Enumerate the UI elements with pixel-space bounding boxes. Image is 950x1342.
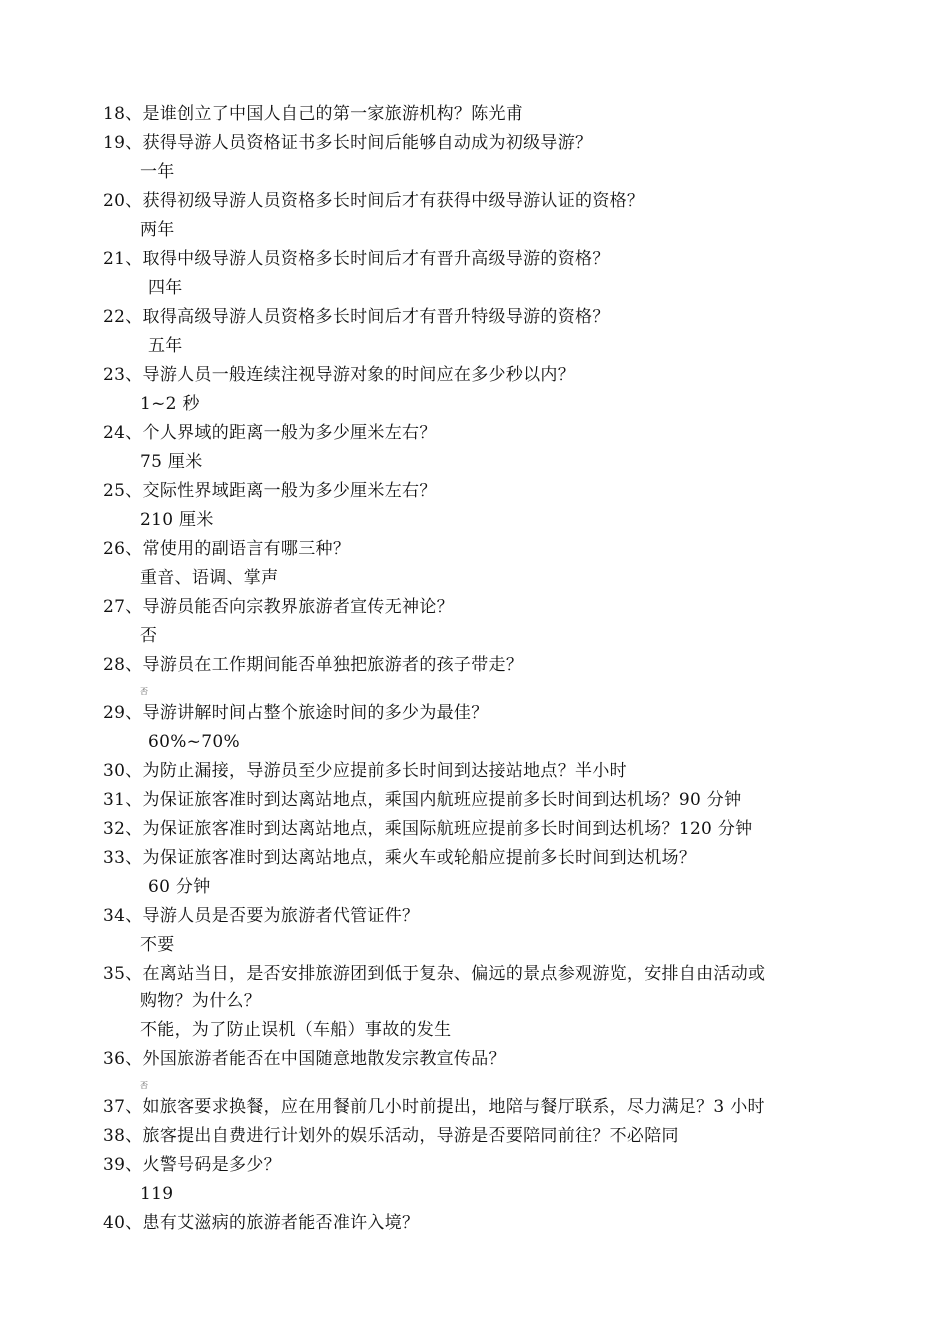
question-40: 40、患有艾滋病的旅游者能否准许入境？ — [103, 1213, 420, 1233]
question-30: 30、为防止漏接，导游员至少应提前多长时间到达接站地点？半小时 — [103, 761, 627, 781]
answer-22: 五年 — [148, 336, 183, 356]
answer-19: 一年 — [140, 162, 175, 182]
answer-24: 75 厘米 — [140, 452, 203, 472]
question-31: 31、为保证旅客准时到达离站地点，乘国内航班应提前多长时间到达机场？90 分钟 — [103, 790, 742, 810]
question-29: 29、导游讲解时间占整个旅途时间的多少为最佳？ — [103, 703, 489, 723]
answer-28: 否 — [140, 687, 148, 696]
answer-20: 两年 — [140, 220, 175, 240]
question-21: 21、取得中级导游人员资格多长时间后才有晋升高级导游的资格？ — [103, 249, 610, 269]
answer-36: 否 — [140, 1081, 148, 1090]
answer-23: 1~2 秒 — [140, 394, 200, 414]
question-24: 24、个人界域的距离一般为多少厘米左右？ — [103, 423, 437, 443]
question-19: 19、获得导游人员资格证书多长时间后能够自动成为初级导游？ — [103, 133, 593, 153]
answer-34: 不要 — [140, 935, 175, 955]
answer-33: 60 分钟 — [148, 877, 211, 897]
question-32: 32、为保证旅客准时到达离站地点，乘国际航班应提前多长时间到达机场？120 分钟 — [103, 819, 753, 839]
question-34: 34、导游人员是否要为旅游者代管证件？ — [103, 906, 420, 926]
answer-26: 重音、语调、掌声 — [140, 568, 279, 588]
question-23: 23、导游人员一般连续注视导游对象的时间应在多少秒以内？ — [103, 365, 576, 385]
question-22: 22、取得高级导游人员资格多长时间后才有晋升特级导游的资格？ — [103, 307, 610, 327]
question-39: 39、火警号码是多少？ — [103, 1155, 281, 1175]
question-33: 33、为保证旅客准时到达离站地点，乘火车或轮船应提前多长时间到达机场？ — [103, 848, 697, 868]
question-25: 25、交际性界域距离一般为多少厘米左右？ — [103, 481, 437, 501]
question-18: 18、是谁创立了中国人自己的第一家旅游机构？陈光甫 — [103, 104, 524, 124]
question-35-continued: 购物？为什么？ — [140, 991, 262, 1011]
question-20: 20、获得初级导游人员资格多长时间后才有获得中级导游认证的资格？ — [103, 191, 645, 211]
answer-29: 60%~70% — [148, 732, 240, 752]
answer-27: 否 — [140, 626, 158, 646]
question-26: 26、常使用的副语言有哪三种？ — [103, 539, 351, 559]
question-37: 37、如旅客要求换餐，应在用餐前几小时前提出，地陪与餐厅联系，尽力满足？3 小时 — [103, 1097, 765, 1117]
answer-39: 119 — [140, 1184, 174, 1204]
answer-21: 四年 — [148, 278, 183, 298]
question-38: 38、旅客提出自费进行计划外的娱乐活动，导游是否要陪同前往？不必陪同 — [103, 1126, 679, 1146]
question-27: 27、导游员能否向宗教界旅游者宣传无神论？ — [103, 597, 454, 617]
answer-35: 不能，为了防止误机（车船）事故的发生 — [140, 1020, 452, 1040]
question-36: 36、外国旅游者能否在中国随意地散发宗教宣传品？ — [103, 1049, 506, 1069]
answer-25: 210 厘米 — [140, 510, 214, 530]
question-28: 28、导游员在工作期间能否单独把旅游者的孩子带走？ — [103, 655, 524, 675]
question-35: 35、在离站当日，是否安排旅游团到低于复杂、偏远的景点参观游览，安排自由活动或 — [103, 964, 766, 984]
